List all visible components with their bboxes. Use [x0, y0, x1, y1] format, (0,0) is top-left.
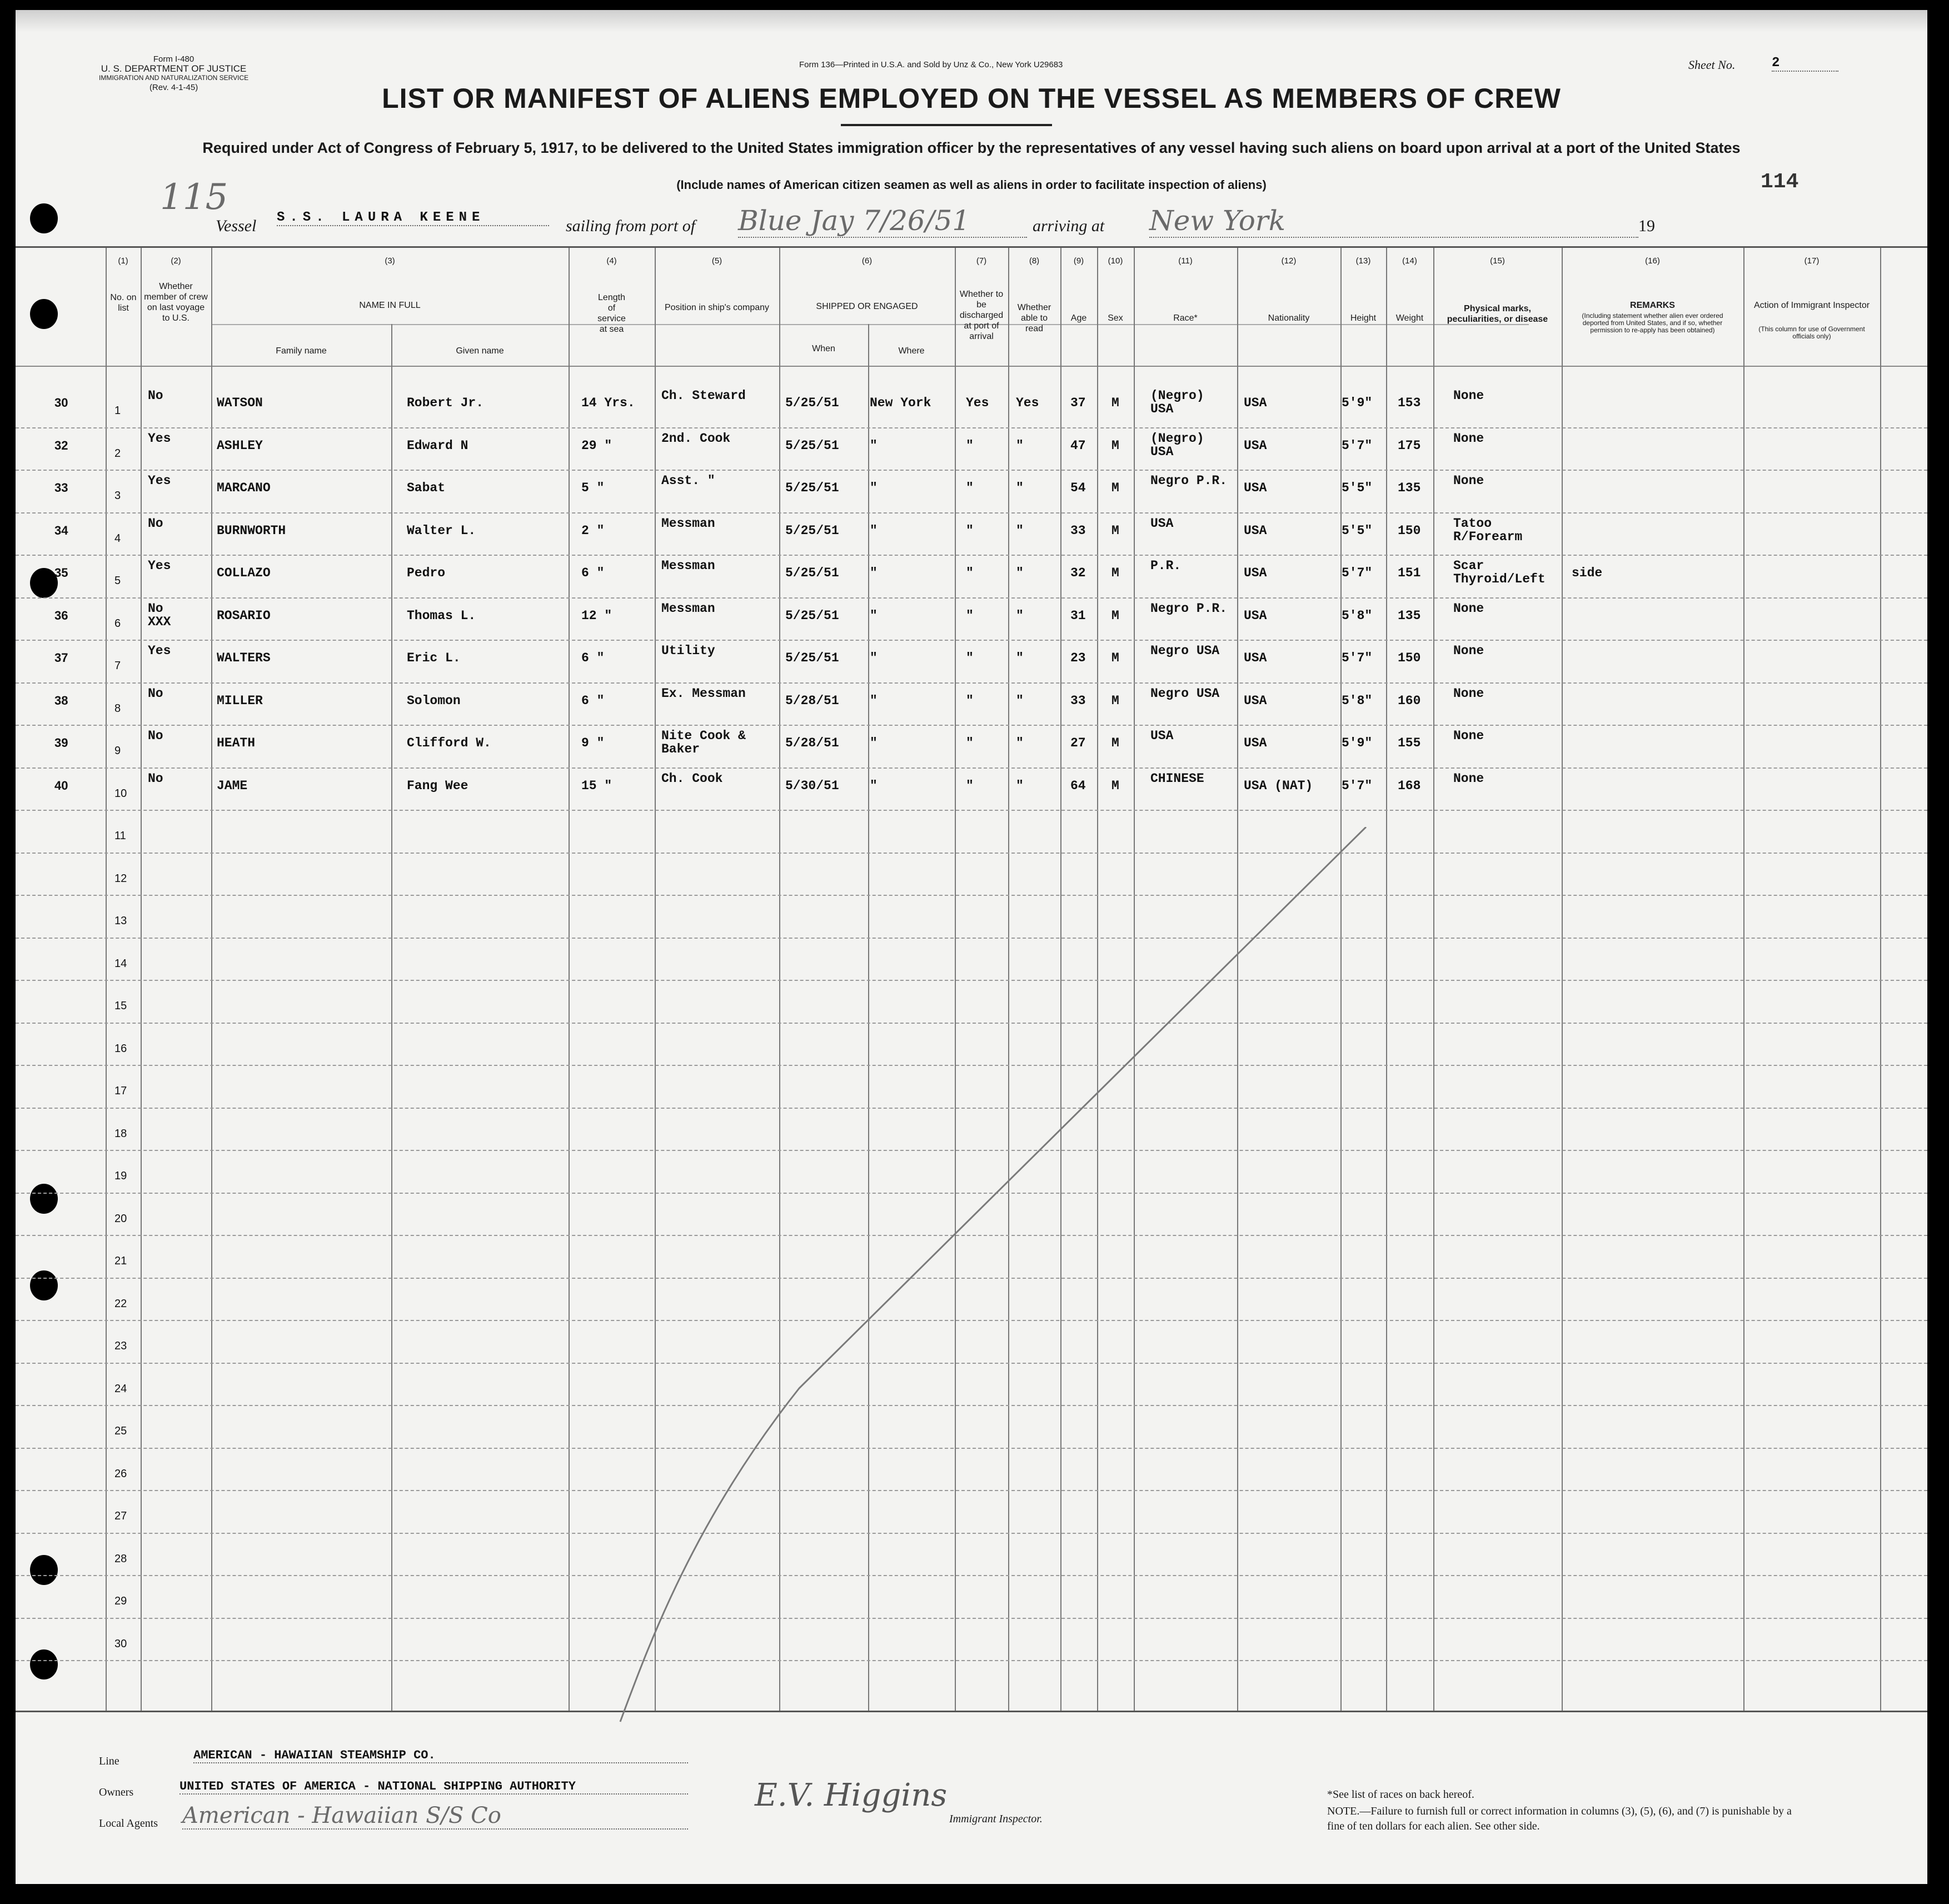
service-length: 15 " [581, 778, 612, 793]
sex: M [1111, 693, 1119, 708]
crew-last-voyage: Yes [148, 431, 171, 446]
row-line [16, 640, 1927, 641]
given-name: Pedro [407, 566, 446, 580]
owners-label: Owners [99, 1786, 134, 1798]
service-length: 6 " [581, 651, 605, 665]
races-note: *See list of races on back hereof. [1327, 1788, 1474, 1801]
position: Nite Cook & Baker [661, 729, 746, 756]
physical-marks: None [1453, 771, 1484, 786]
header-name-in-full: NAME IN FULL [359, 301, 421, 310]
col-num-8: (8) [1029, 256, 1040, 266]
given-name: Walter L. [407, 523, 476, 538]
shipped-when: 5/25/51 [785, 608, 839, 623]
service-length: 9 " [581, 736, 605, 750]
race: (Negro) USA [1150, 431, 1204, 459]
header-weight: Weight [1395, 313, 1424, 323]
col-num-10: (10) [1108, 256, 1123, 266]
position: 2nd. Cook [661, 431, 731, 446]
form-note: (Include names of American citizen seamen as well as aliens in order to facilitate inspection of aliens) [676, 178, 1267, 192]
col-num-14: (14) [1402, 256, 1417, 266]
age: 32 [1070, 566, 1086, 580]
title-rule [841, 124, 1052, 126]
header-action-inspector: Action of Immigrant Inspector [1753, 301, 1870, 310]
row-line [16, 682, 1927, 684]
sex: M [1111, 778, 1119, 793]
height: 5'9" [1342, 396, 1373, 410]
left-margin-number: 33 [54, 481, 68, 495]
race: Negro USA [1150, 686, 1220, 701]
year-prefix: 19 [1638, 217, 1655, 235]
col-num-2: (2) [171, 256, 181, 266]
sex: M [1111, 481, 1119, 495]
shipped-where: " [870, 523, 878, 538]
given-name: Fang Wee [407, 778, 468, 793]
sailing-label: sailing from port of [566, 217, 696, 235]
row-number: 5 [114, 575, 121, 587]
row-number: 10 [114, 787, 127, 800]
age: 23 [1070, 651, 1086, 665]
sex: M [1111, 651, 1119, 665]
crew-last-voyage: No [148, 388, 163, 403]
race: Negro P.R. [1150, 601, 1228, 616]
col-num-7: (7) [976, 256, 987, 266]
vessel-name: S.S. LAURA KEENE [277, 210, 549, 226]
crew-last-voyage: No XXX [148, 601, 171, 629]
physical-marks: None [1453, 388, 1484, 403]
nationality: USA [1244, 481, 1267, 495]
discharged: " [966, 693, 974, 708]
weight: 175 [1398, 438, 1421, 453]
shipped-where: " [870, 736, 878, 750]
header-able-to-read: Whether able to read [1017, 303, 1051, 333]
left-margin-number: 40 [54, 778, 68, 792]
age: 27 [1070, 736, 1086, 750]
position: Ch. Steward [661, 388, 746, 403]
sex: M [1111, 396, 1119, 410]
given-name: Sabat [407, 481, 446, 495]
given-name: Eric L. [407, 651, 461, 665]
header-no-on-list: No. on list [110, 293, 137, 313]
empty-row-number: 16 [114, 1042, 127, 1055]
empty-row-number: 27 [114, 1510, 127, 1522]
form-id: Form I-480 [153, 54, 195, 64]
row-number: 9 [114, 745, 121, 757]
physical-marks: None [1453, 686, 1484, 701]
row-line [16, 427, 1927, 429]
row-number: 2 [114, 447, 121, 460]
weight: 155 [1398, 736, 1421, 750]
family-name: COLLAZO [217, 566, 271, 580]
physical-marks: Tatoo R/Forearm [1453, 516, 1523, 544]
punch-hole [30, 1555, 58, 1585]
shipped-when: 5/30/51 [785, 778, 839, 793]
punch-hole [30, 1649, 58, 1679]
height: 5'7" [1342, 778, 1373, 793]
header-discharged: Whether to be discharged at port of arrival [959, 290, 1004, 341]
form-revision: (Rev. 4-1-45) [149, 83, 198, 92]
col-num-3: (3) [385, 256, 395, 266]
age: 64 [1070, 778, 1086, 793]
family-name: ASHLEY [217, 438, 263, 453]
height: 5'8" [1342, 693, 1373, 708]
empty-row-number: 18 [114, 1127, 127, 1140]
empty-row-number: 20 [114, 1212, 127, 1225]
given-name: Thomas L. [407, 608, 476, 623]
header-nationality: Nationality [1268, 313, 1310, 323]
weight: 150 [1398, 523, 1421, 538]
punch-hole [30, 203, 58, 233]
empty-row-number: 15 [114, 1000, 127, 1012]
sex: M [1111, 608, 1119, 623]
able-to-read: " [1016, 693, 1024, 708]
family-name: HEATH [217, 736, 256, 750]
header-shipped-or-engaged: SHIPPED OR ENGAGED [816, 302, 918, 311]
weight: 160 [1398, 693, 1421, 708]
given-name: Edward N [407, 438, 468, 453]
race: USA [1150, 729, 1174, 743]
header-remarks: REMARKS [1630, 301, 1675, 310]
left-margin-number: 34 [54, 523, 68, 537]
service-length: 12 " [581, 608, 612, 623]
crew-last-voyage: No [148, 686, 163, 701]
given-name: Clifford W. [407, 736, 491, 750]
physical-marks: None [1453, 729, 1484, 743]
manifest-sheet [16, 10, 1927, 1884]
nationality: USA [1244, 736, 1267, 750]
weight: 150 [1398, 651, 1421, 665]
discharged: " [966, 736, 974, 750]
family-name: MARCANO [217, 481, 271, 495]
form-title: LIST OR MANIFEST OF ALIENS EMPLOYED ON THE VESSEL AS MEMBERS OF CREW [382, 83, 1561, 114]
row-number: 8 [114, 702, 121, 715]
race: Negro USA [1150, 644, 1220, 658]
row-line [16, 555, 1927, 556]
crew-last-voyage: Yes [148, 559, 171, 573]
header-family-name: Family name [276, 346, 327, 356]
family-name: BURNWORTH [217, 523, 286, 538]
age: 37 [1070, 396, 1086, 410]
sex: M [1111, 438, 1119, 453]
left-margin-number: 39 [54, 736, 68, 750]
nationality: USA (NAT) [1244, 778, 1313, 793]
race: CHINESE [1150, 771, 1204, 786]
header-remarks-note: (Including statement whether alien ever ordered deported from United States, and if so, whether permission to re-apply has been obtained) [1582, 312, 1723, 334]
able-to-read: Yes [1016, 396, 1039, 410]
inspector-signature: E.V. Higgins [755, 1777, 948, 1813]
weight: 153 [1398, 396, 1421, 410]
service-length: 6 " [581, 566, 605, 580]
height: 5'9" [1342, 736, 1373, 750]
nationality: USA [1244, 523, 1267, 538]
race: USA [1150, 516, 1174, 531]
nationality: USA [1244, 396, 1267, 410]
shipped-when: 5/25/51 [785, 566, 839, 580]
punch-hole [30, 1184, 58, 1214]
family-name: JAME [217, 778, 248, 793]
position: Asst. " [661, 473, 715, 488]
weight: 135 [1398, 481, 1421, 495]
position: Utility [661, 644, 715, 658]
age: 31 [1070, 608, 1086, 623]
fine-note: NOTE.—Failure to furnish full or correct information in columns (3), (5), (6), and (7) is punishable by a fine of ten dollars for each alien. See other side. [1327, 1805, 1792, 1832]
empty-row-number: 11 [114, 830, 126, 842]
header-crew-last-voyage: Whether member of crew on last voyage to U.S. [144, 282, 208, 323]
sex: M [1111, 523, 1119, 538]
nationality: USA [1244, 566, 1267, 580]
nationality: USA [1244, 651, 1267, 665]
agents-value: American - Hawaiian S/S Co [182, 1803, 688, 1830]
row-line [16, 597, 1927, 599]
age: 47 [1070, 438, 1086, 453]
shipped-when: 5/25/51 [785, 481, 839, 495]
col-num-9: (9) [1073, 256, 1084, 266]
empty-row-number: 21 [114, 1255, 127, 1267]
nationality: USA [1244, 438, 1267, 453]
printer-line: Form 136—Printed in U.S.A. and Sold by Unz & Co., New York U29683 [799, 60, 1063, 69]
header-action-note: (This column for use of Government officials only) [1758, 325, 1865, 340]
col-num-13: (13) [1355, 256, 1371, 266]
given-name: Robert Jr. [407, 396, 484, 410]
crew-last-voyage: Yes [148, 644, 171, 658]
height: 5'7" [1342, 651, 1373, 665]
empty-row-number: 28 [114, 1552, 127, 1565]
nationality: USA [1244, 608, 1267, 623]
row-line [16, 767, 1927, 769]
weight: 151 [1398, 566, 1421, 580]
empty-row-number: 17 [114, 1085, 127, 1097]
row-line [16, 512, 1927, 514]
physical-marks: Scar Thyroid/Left [1453, 559, 1546, 586]
height: 5'5" [1342, 523, 1373, 538]
given-name: Solomon [407, 693, 461, 708]
service-length: 29 " [581, 438, 612, 453]
sheet-label: Sheet No. [1688, 58, 1736, 72]
crew-last-voyage: No [148, 729, 163, 743]
sheet-number: 2 [1772, 56, 1838, 72]
col-num-5: (5) [711, 256, 722, 266]
empty-row-number: 30 [114, 1637, 127, 1650]
empty-row-number: 22 [114, 1297, 127, 1310]
shipped-where: " [870, 566, 878, 580]
header-where: Where [898, 346, 925, 356]
col-num-12: (12) [1281, 256, 1297, 266]
height: 5'5" [1342, 481, 1373, 495]
shipped-when: 5/28/51 [785, 736, 839, 750]
row-line [16, 470, 1927, 471]
race: (Negro) USA [1150, 388, 1204, 416]
empty-row-number: 26 [114, 1467, 127, 1480]
family-name: WATSON [217, 396, 263, 410]
position: Messman [661, 601, 715, 616]
height: 5'7" [1342, 566, 1373, 580]
weight: 168 [1398, 778, 1421, 793]
physical-marks: None [1453, 601, 1484, 616]
remarks: side [1572, 566, 1603, 580]
empty-row-number: 24 [114, 1382, 127, 1395]
handwritten-mark: 115 [160, 177, 228, 218]
punch-hole [30, 568, 58, 598]
discharged: " [966, 566, 974, 580]
shipped-where: " [870, 481, 878, 495]
service-length: 14 Yrs. [581, 396, 635, 410]
weight: 135 [1398, 608, 1421, 623]
row-number: 7 [114, 660, 121, 672]
left-margin-number: 37 [54, 651, 68, 665]
row-line [16, 725, 1927, 726]
shipped-where: New York [870, 396, 931, 410]
sailing-port: Blue Jay 7/26/51 [738, 205, 1027, 238]
left-margin-number: 30 [54, 396, 68, 410]
shipped-where: " [870, 438, 878, 453]
able-to-read: " [1016, 523, 1024, 538]
service-name: IMMIGRATION AND NATURALIZATION SERVICE [99, 74, 249, 82]
header-physical-marks: Physical marks, peculiarities, or disease [1447, 304, 1548, 324]
able-to-read: " [1016, 651, 1024, 665]
discharged: " [966, 651, 974, 665]
punch-hole [30, 299, 58, 329]
position: Messman [661, 559, 715, 573]
crew-last-voyage: No [148, 771, 163, 786]
header-height: Height [1350, 313, 1377, 323]
col-num-17: (17) [1804, 256, 1820, 266]
position: Messman [661, 516, 715, 531]
col-num-1: (1) [118, 256, 128, 266]
empty-row-number: 25 [114, 1425, 127, 1437]
age: 33 [1070, 523, 1086, 538]
row-number: 6 [114, 617, 121, 630]
inspector-label: Immigrant Inspector. [949, 1813, 1043, 1825]
discharged: " [966, 778, 974, 793]
position: Ex. Messman [661, 686, 746, 701]
able-to-read: " [1016, 778, 1024, 793]
line-label: Line [99, 1755, 119, 1767]
service-length: 6 " [581, 693, 605, 708]
row-number: 3 [114, 490, 121, 502]
header-position: Position in ship's company [664, 303, 770, 312]
shipped-where: " [870, 608, 878, 623]
empty-row-number: 19 [114, 1170, 127, 1182]
col-num-6: (6) [861, 256, 873, 266]
able-to-read: " [1016, 481, 1024, 495]
header-length-of-service: Length of service at sea [597, 293, 626, 334]
paper-edge [16, 10, 1927, 32]
shipped-when: 5/25/51 [785, 523, 839, 538]
header-sex: Sex [1108, 313, 1123, 323]
header-when: When [812, 344, 835, 353]
arriving-label: arriving at [1033, 217, 1105, 235]
shipped-where: " [870, 651, 878, 665]
physical-marks: None [1453, 644, 1484, 658]
header-race: Race* [1173, 313, 1198, 323]
age: 33 [1070, 693, 1086, 708]
left-margin-number: 36 [54, 608, 68, 622]
shipped-when: 5/28/51 [785, 693, 839, 708]
col-num-16: (16) [1645, 256, 1660, 266]
height: 5'8" [1342, 608, 1373, 623]
position: Ch. Cook [661, 771, 723, 786]
row-number: 1 [114, 405, 121, 417]
row-number: 4 [114, 532, 121, 545]
physical-marks: None [1453, 431, 1484, 446]
physical-marks: None [1453, 473, 1484, 488]
agents-label: Local Agents [99, 1817, 158, 1830]
able-to-read: " [1016, 736, 1024, 750]
service-length: 2 " [581, 523, 605, 538]
empty-row-number: 29 [114, 1595, 127, 1607]
form-subtitle: Required under Act of Congress of February 5, 1917, to be delivered to the United States immigration officer by the representatives of any vessel having such aliens on board upon arrival at a port of the United States [202, 139, 1741, 156]
sex: M [1111, 566, 1119, 580]
empty-row-number: 14 [114, 957, 127, 970]
department-name: U. S. DEPARTMENT OF JUSTICE [101, 63, 247, 74]
owners-value: UNITED STATES OF AMERICA - NATIONAL SHIPPING AUTHORITY [180, 1780, 688, 1795]
discharged: " [966, 481, 974, 495]
left-margin-number: 35 [54, 566, 68, 580]
left-margin-number: 38 [54, 693, 68, 707]
discharged: Yes [966, 396, 989, 410]
service-length: 5 " [581, 481, 605, 495]
shipped-where: " [870, 778, 878, 793]
able-to-read: " [1016, 438, 1024, 453]
vessel-label: Vessel [216, 217, 257, 235]
header-age: Age [1070, 313, 1087, 323]
shipped-when: 5/25/51 [785, 651, 839, 665]
empty-row-number: 23 [114, 1340, 127, 1352]
nationality: USA [1244, 693, 1267, 708]
shipped-when: 5/25/51 [785, 438, 839, 453]
shipped-when: 5/25/51 [785, 396, 839, 410]
age: 54 [1070, 481, 1086, 495]
line-value: AMERICAN - HAWAIIAN STEAMSHIP CO. [193, 1748, 688, 1763]
height: 5'7" [1342, 438, 1373, 453]
able-to-read: " [1016, 566, 1024, 580]
able-to-read: " [1016, 608, 1024, 623]
family-name: MILLER [217, 693, 263, 708]
empty-row-number: 12 [114, 872, 127, 885]
race: P.R. [1150, 559, 1182, 573]
arriving-port: New York [1149, 205, 1638, 238]
race: Negro P.R. [1150, 473, 1228, 488]
family-name: ROSARIO [217, 608, 271, 623]
crew-last-voyage: No [148, 516, 163, 531]
discharged: " [966, 438, 974, 453]
pencil-strike-line [616, 827, 1372, 1727]
header-given-name: Given name [456, 346, 504, 356]
crew-last-voyage: Yes [148, 473, 171, 488]
discharged: " [966, 523, 974, 538]
col-num-4: (4) [606, 256, 617, 266]
col-num-15: (15) [1490, 256, 1505, 266]
left-margin-number: 32 [54, 438, 68, 452]
row-line [16, 810, 1927, 811]
col-num-11: (11) [1178, 256, 1193, 266]
punch-hole [30, 1270, 58, 1300]
empty-row-number: 13 [114, 915, 127, 927]
sex: M [1111, 736, 1119, 750]
page-stamp: 114 [1761, 170, 1799, 194]
family-name: WALTERS [217, 651, 271, 665]
discharged: " [966, 608, 974, 623]
shipped-where: " [870, 693, 878, 708]
